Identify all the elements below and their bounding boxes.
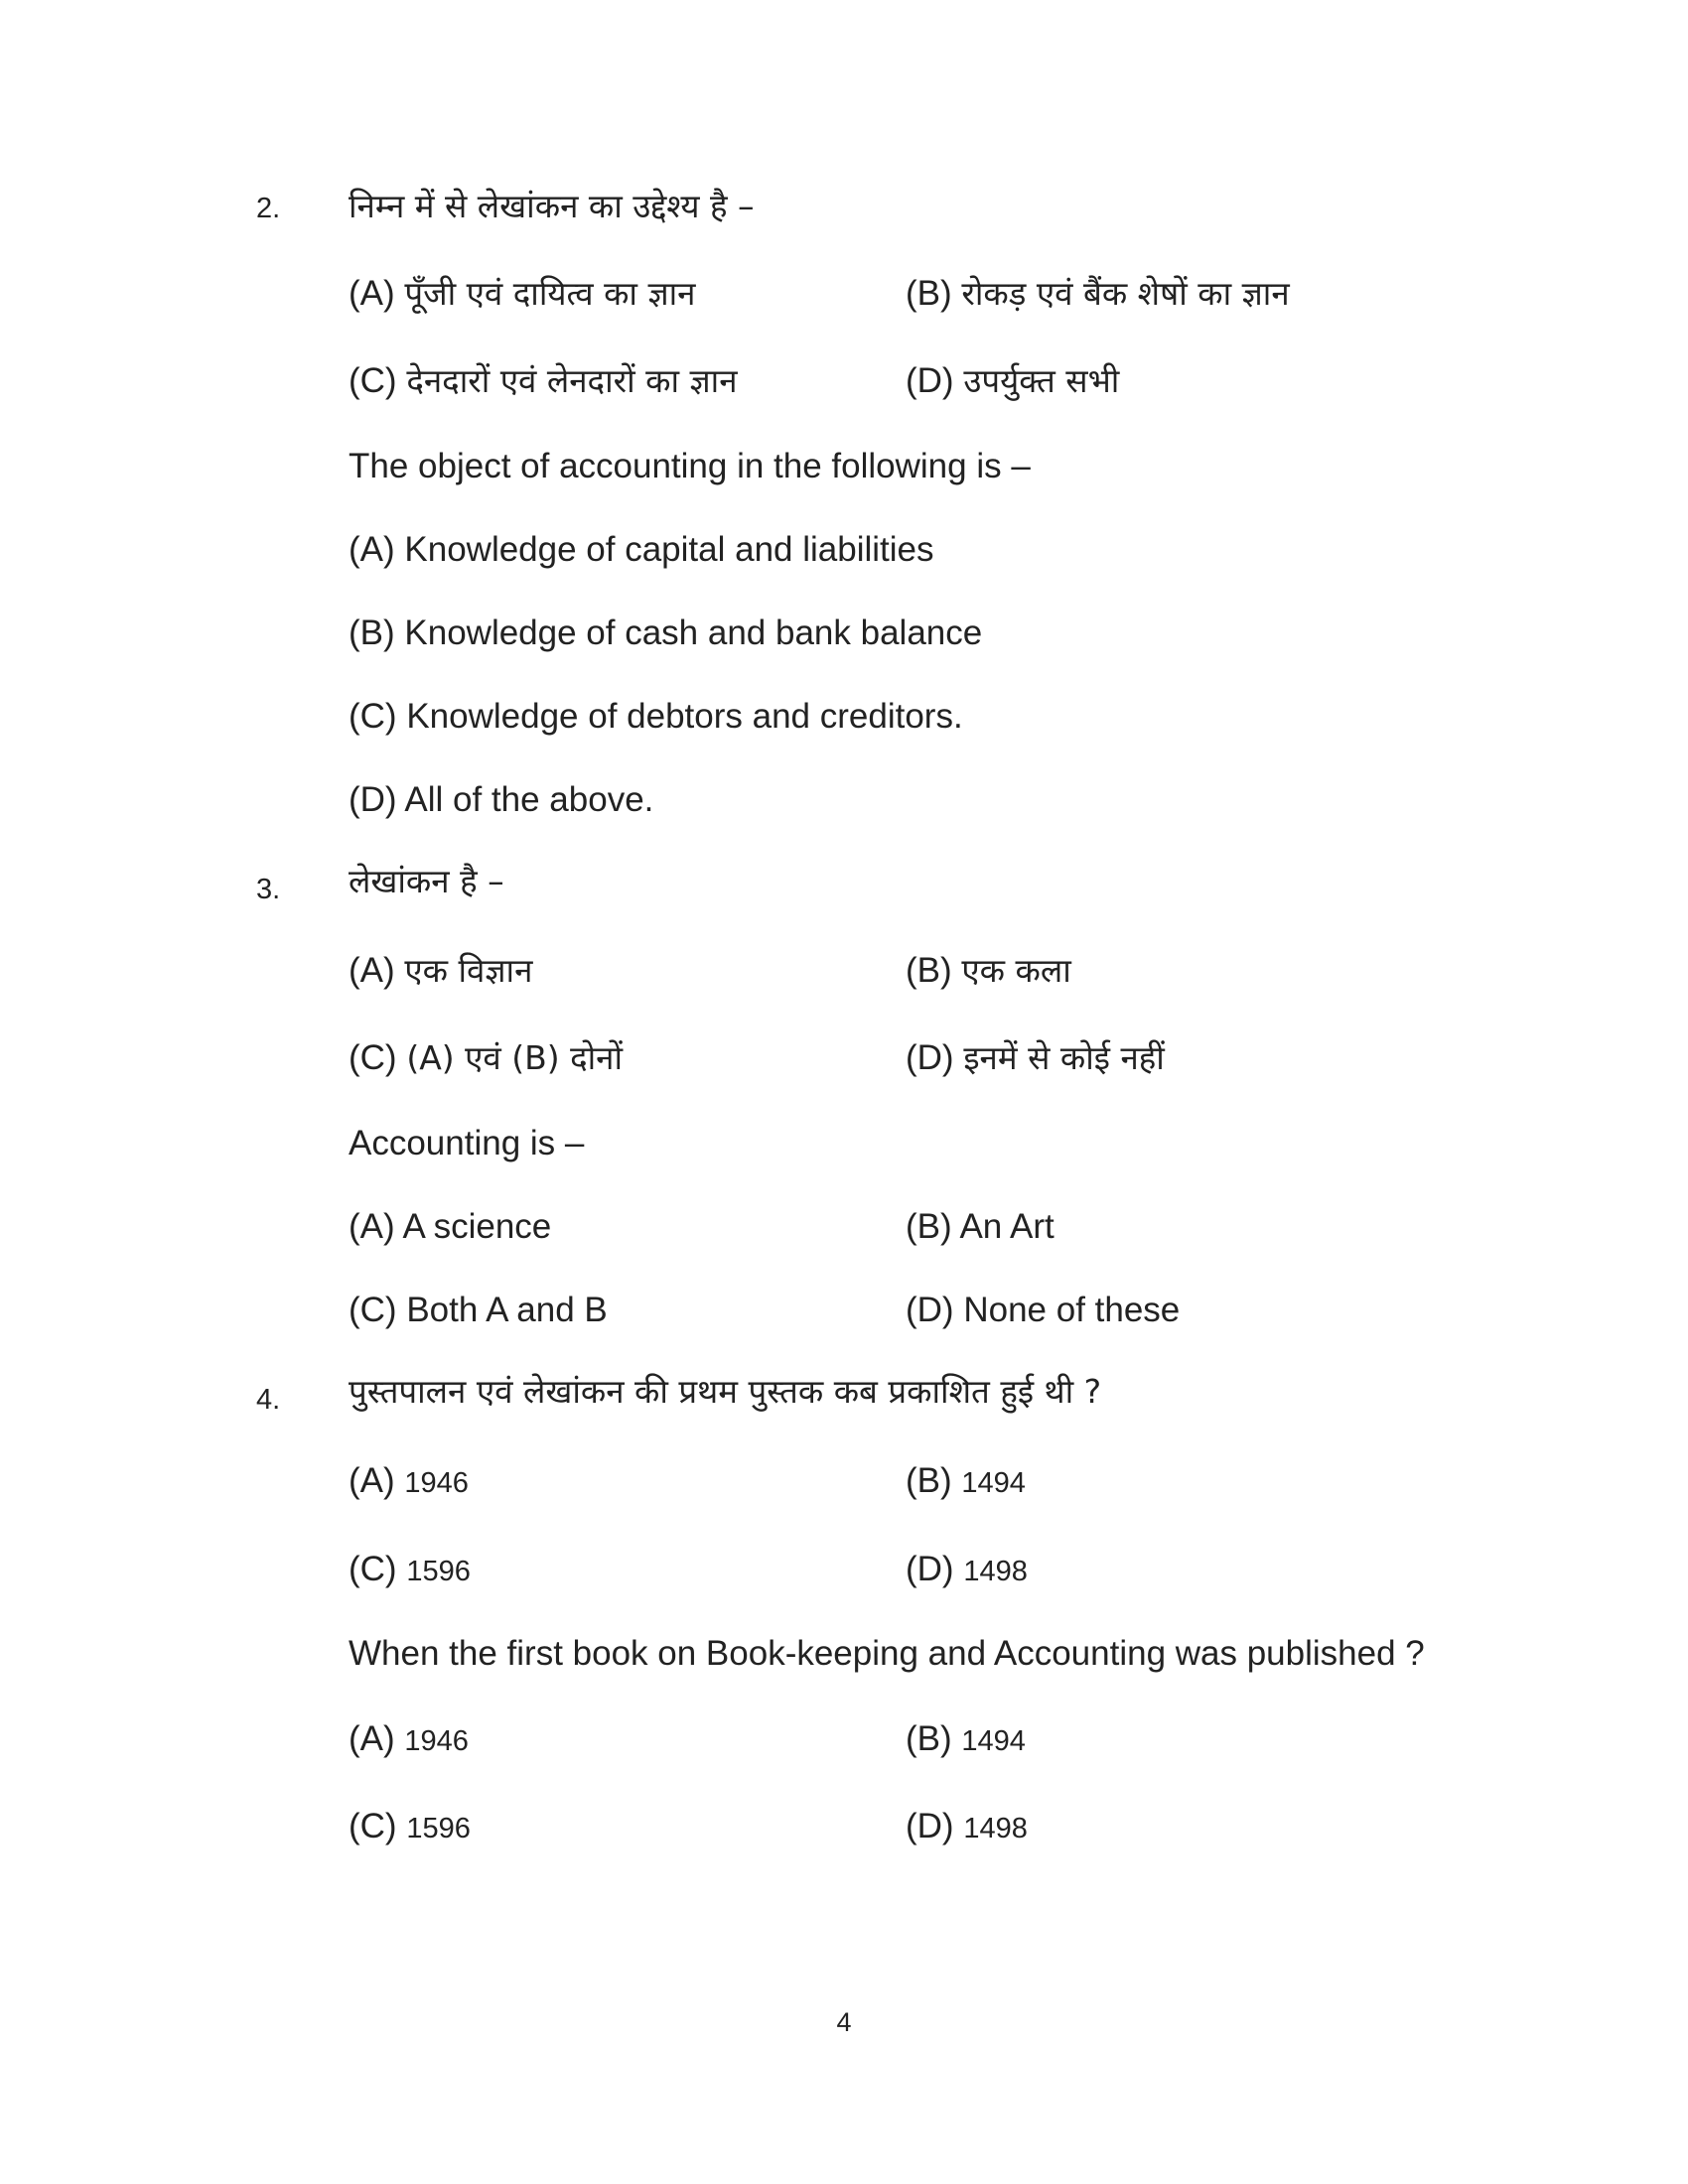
option-text: एक कला <box>961 951 1071 990</box>
option-text: इनमें से कोई नहीं <box>963 1038 1165 1077</box>
option-a-hindi <box>349 949 532 993</box>
option-letter: (B) <box>906 274 952 313</box>
option-a-english <box>349 528 934 572</box>
option-letter: (B) <box>349 614 395 652</box>
option-c-hindi <box>349 1036 623 1080</box>
question-stem-hindi: लेखांकन है – <box>349 862 504 900</box>
option-text: Knowledge of debtors and creditors. <box>406 697 963 736</box>
option-a-english <box>349 1205 551 1249</box>
page-number: 4 <box>836 2007 852 2037</box>
option-d-hindi <box>906 1548 1028 1593</box>
option-c-hindi <box>349 1548 471 1593</box>
option-b-english <box>349 612 982 655</box>
option-text: Knowledge of capital and liabilities <box>404 530 934 569</box>
option-a-english <box>349 1717 469 1763</box>
option-letter: (B) <box>906 951 952 990</box>
option-c-hindi <box>349 359 738 403</box>
option-b-hindi <box>906 1459 1026 1505</box>
option-text: 1596 <box>406 1556 471 1587</box>
option-d-hindi <box>906 1036 1165 1080</box>
option-letter: (C) <box>349 361 397 400</box>
option-text: 1498 <box>963 1813 1028 1844</box>
option-a-hindi <box>349 1459 469 1505</box>
option-d-hindi <box>906 359 1119 403</box>
option-letter: (C) <box>349 1550 397 1588</box>
option-text: 1946 <box>404 1467 469 1499</box>
option-text: Knowledge of cash and bank balance <box>404 614 983 652</box>
option-letter: (A) <box>349 1719 395 1758</box>
option-letter: (D) <box>349 780 397 819</box>
option-d-english <box>349 778 653 822</box>
option-text: 1498 <box>963 1556 1028 1587</box>
option-d-english <box>906 1805 1028 1850</box>
option-letter: (A) <box>349 530 395 569</box>
option-letter: (B) <box>906 1207 952 1246</box>
option-text: All of the above. <box>404 780 654 819</box>
question-stem-english: When the first book on Book-keeping and Accounting was published ? <box>349 1634 1425 1673</box>
question-stem-english: Accounting is – <box>349 1124 585 1162</box>
option-c-english <box>349 695 963 739</box>
question-stem-english: The object of accounting in the following is – <box>349 447 1031 485</box>
option-a-hindi <box>349 272 695 316</box>
option-text: देनदारों एवं लेनदारों का ज्ञान <box>406 361 738 400</box>
option-text: An Art <box>959 1207 1055 1246</box>
option-b-english <box>906 1717 1026 1763</box>
option-letter: (D) <box>906 1038 954 1077</box>
option-b-hindi <box>906 272 1290 316</box>
option-c-english <box>349 1289 608 1332</box>
option-letter: (C) <box>349 1291 397 1329</box>
option-text: Both A and B <box>406 1291 608 1329</box>
option-text: रोकड़ एवं बैंक शेषों का ज्ञान <box>961 274 1290 313</box>
option-text: 1494 <box>961 1725 1026 1757</box>
option-letter: (A) <box>349 951 395 990</box>
option-letter: (A) <box>349 1207 395 1246</box>
option-letter: (C) <box>349 1807 397 1845</box>
option-letter: (C) <box>349 1038 397 1077</box>
option-text: (A) एवं (B) दोनों <box>406 1038 624 1077</box>
question-number: 4. <box>256 1384 281 1416</box>
option-letter: (B) <box>906 1719 952 1758</box>
option-letter: (C) <box>349 697 397 736</box>
question-stem-hindi: पुस्तपालन एवं लेखांकन की प्रथम पुस्तक कब प्रकाशित हुई थी ? <box>349 1372 1102 1411</box>
option-letter: (D) <box>906 361 954 400</box>
option-text: 1596 <box>406 1813 471 1844</box>
option-c-english <box>349 1805 471 1850</box>
option-text: पूँजी एवं दायित्व का ज्ञान <box>404 274 696 313</box>
option-letter: (D) <box>906 1291 954 1329</box>
option-text: None of these <box>963 1291 1181 1329</box>
question-stem-hindi: निम्न में से लेखांकन का उद्देश्य है – <box>349 187 755 225</box>
option-letter: (A) <box>349 1461 395 1500</box>
option-text: 1494 <box>961 1467 1026 1499</box>
option-letter: (A) <box>349 274 395 313</box>
option-d-english <box>906 1289 1180 1332</box>
option-letter: (D) <box>906 1550 954 1588</box>
question-number: 3. <box>256 874 281 905</box>
option-letter: (B) <box>906 1461 952 1500</box>
option-text: एक विज्ञान <box>404 951 533 990</box>
option-text: A science <box>402 1207 552 1246</box>
option-text: उपर्युक्त सभी <box>963 361 1120 400</box>
option-letter: (D) <box>906 1807 954 1845</box>
question-number: 2. <box>256 193 281 224</box>
option-text: 1946 <box>404 1725 469 1757</box>
option-b-english <box>906 1205 1055 1249</box>
option-b-hindi <box>906 949 1071 993</box>
